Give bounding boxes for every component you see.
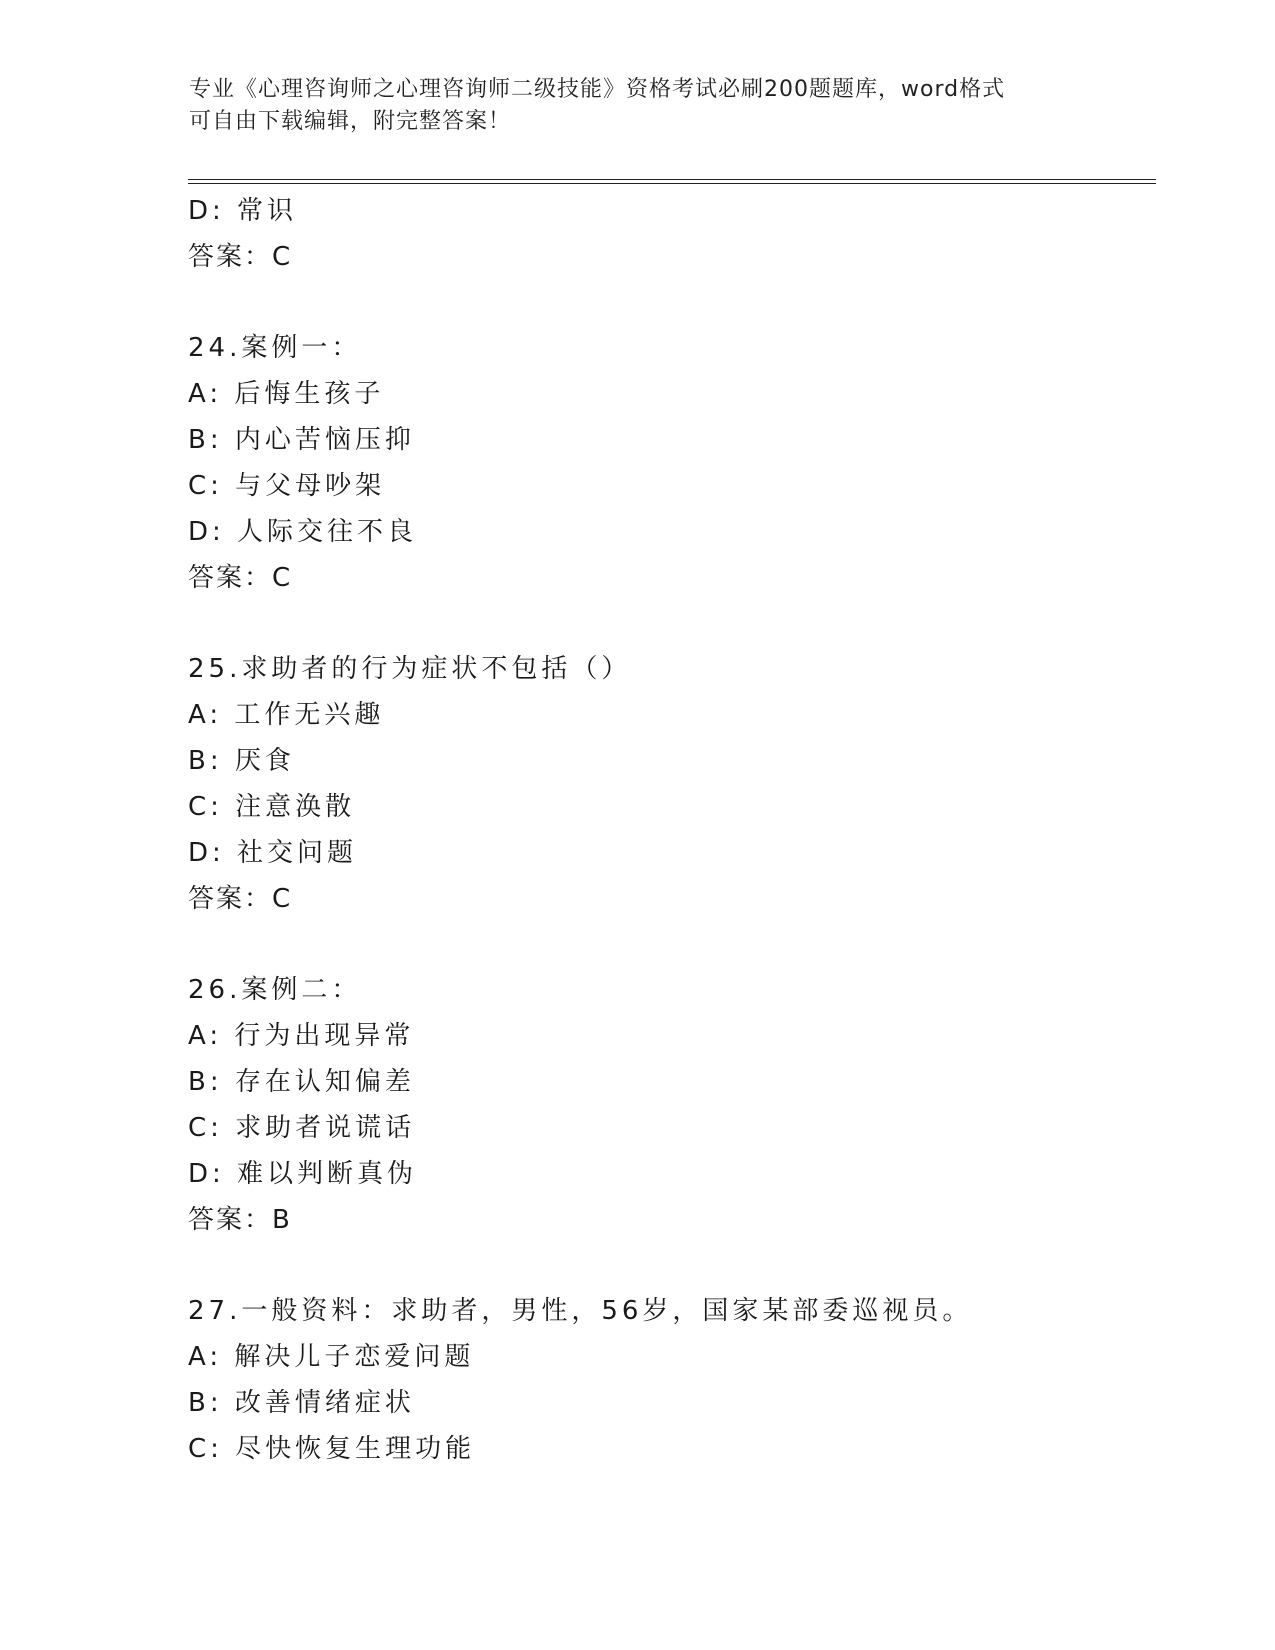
option-a: A: 后悔生孩子	[188, 379, 385, 409]
option-d: D: 社交问题	[188, 838, 358, 868]
question-25	[188, 646, 1148, 922]
answer-line: 答案：B	[188, 1205, 292, 1235]
option-a: A: 行为出现异常	[188, 1021, 415, 1051]
answer-line: 答案：C	[188, 563, 293, 593]
answer-line: 答案：C	[188, 884, 293, 914]
question-stem: 24.案例一：	[188, 333, 362, 363]
option-c: C: 尽快恢复生理功能	[188, 1434, 476, 1464]
option-c: C: 注意涣散	[188, 792, 356, 822]
option-b: B: 内心苦恼压抑	[188, 425, 415, 455]
question-26	[188, 967, 1148, 1243]
option-b: B: 厌食	[188, 746, 295, 776]
option-d: D: 常识	[188, 196, 298, 226]
answer-line: 答案：C	[188, 242, 293, 272]
question-stem: 27.一般资料：求助者，男性，56岁，国家某部委巡视员。	[188, 1296, 973, 1326]
question-stem: 26.案例二：	[188, 975, 362, 1005]
question-carryover	[188, 188, 1148, 280]
page-header	[189, 74, 1069, 138]
header-title-line-1: 专业《心理咨询师之心理咨询师二级技能》资格考试必刷200题题库，word格式	[189, 77, 1006, 102]
option-b: B: 存在认知偏差	[188, 1067, 415, 1097]
question-list	[188, 188, 1148, 1472]
question-27	[188, 1288, 1148, 1472]
header-title-line-2: 可自由下载编辑，附完整答案！	[189, 109, 512, 134]
option-a: A: 工作无兴趣	[188, 700, 385, 730]
question-24	[188, 325, 1148, 601]
question-stem: 25.求助者的行为症状不包括（）	[188, 654, 632, 684]
option-c: C: 与父母吵架	[188, 471, 386, 501]
option-c: C: 求助者说谎话	[188, 1113, 416, 1143]
option-b: B: 改善情绪症状	[188, 1388, 415, 1418]
header-divider	[188, 179, 1156, 184]
option-a: A: 解决儿子恋爱问题	[188, 1342, 475, 1372]
option-d: D: 人际交往不良	[188, 517, 418, 547]
option-d: D: 难以判断真伪	[188, 1159, 418, 1189]
